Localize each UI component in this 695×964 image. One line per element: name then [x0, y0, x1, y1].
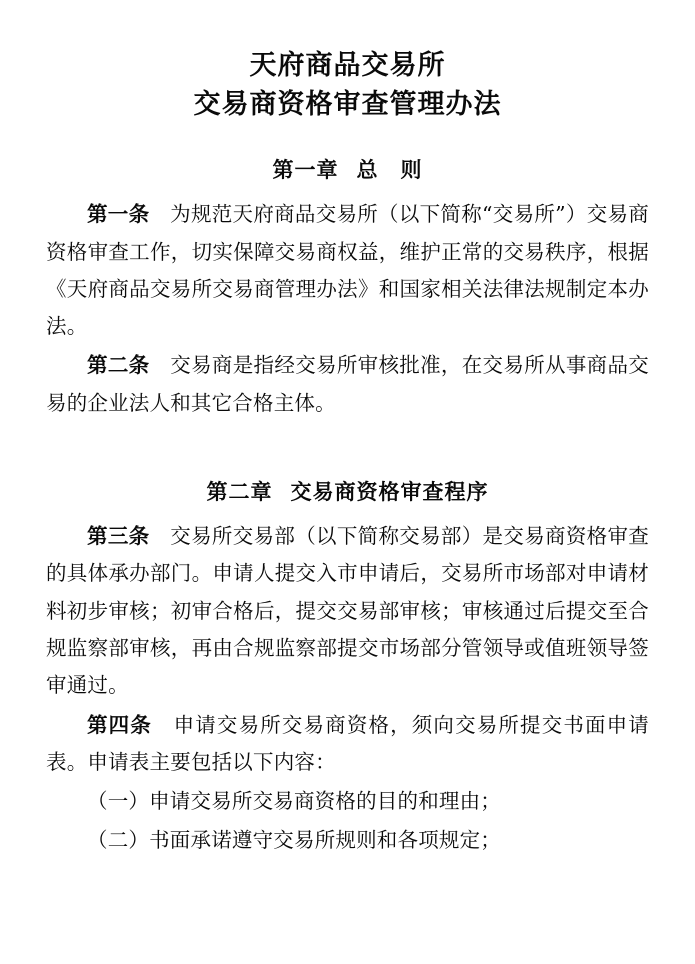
- section-spacer: [46, 424, 649, 450]
- article-4: [46, 707, 649, 782]
- list-item-1: （一）申请交易所交易商资格的目的和理由；: [87, 789, 501, 814]
- document-title-block: [46, 46, 649, 124]
- title-line-1: 天府商品交易所: [249, 50, 446, 81]
- article-1-text: 为规范天府商品交易所（以下简称“交易所”）交易商资格审查工作，切实保障交易商权益，维护正常的交易秩序，根据《天府商品交易所交易商管理办法》和国家相关法律法规制定本办法。: [46, 202, 649, 339]
- article-2: [46, 347, 649, 422]
- chapter-2-number: 第二章: [206, 479, 273, 505]
- chapter-heading-1: [46, 154, 649, 184]
- page-title: [46, 46, 649, 124]
- article-2-text: 交易商是指经交易所审核批准，在交易所从事商品交易的企业法人和其它合格主体。: [46, 353, 649, 415]
- article-4-label: 第四条: [87, 712, 152, 737]
- chapter-1-number: 第一章: [272, 157, 339, 183]
- chapter-1-title: 总 则: [356, 157, 423, 183]
- title-line-2: 交易商资格审查管理办法: [193, 89, 502, 121]
- article-4-text: 申请交易所交易商资格，须向交易所提交书面申请表。申请表主要包括以下内容：: [46, 712, 649, 774]
- article-1-label: 第一条: [87, 202, 150, 227]
- article-2-label: 第二条: [87, 353, 150, 378]
- chapter-2-title: 交易商资格审查程序: [290, 479, 489, 505]
- article-3: [46, 518, 649, 704]
- article-1: [46, 196, 649, 345]
- article-3-text: 交易所交易部（以下简称交易部）是交易商资格审查的具体承办部门。申请人提交入市申请后，交易所市场部对申请材料初步审核；初审合格后，提交交易部审核；审核通过后提交至合规监察部审核，再由合规监察部提交市场部分管领导或值班领导签审通过。: [46, 524, 649, 698]
- chapter-heading-2: [46, 476, 649, 506]
- article-3-label: 第三条: [87, 524, 150, 549]
- list-item-2: （二）书面承诺遵守交易所规则和各项规定；: [87, 828, 501, 853]
